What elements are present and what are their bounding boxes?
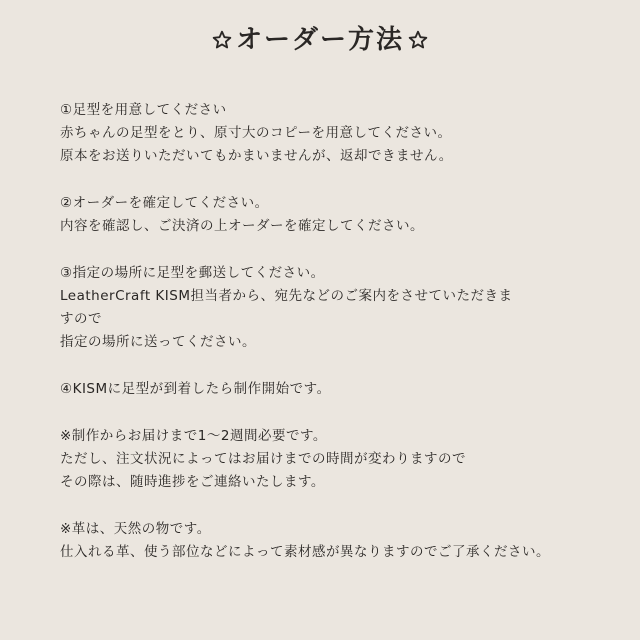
- star-icon: [408, 30, 428, 50]
- text-line: 赤ちゃんの足型をとり、原寸大のコピーを用意してください。: [60, 125, 452, 141]
- page-title: オーダー方法: [235, 25, 404, 55]
- text-line: 原本をお送りいただいてもかまいませんが、返却できません。: [60, 148, 453, 164]
- section-note-delivery: [60, 425, 580, 494]
- text-line: ただし、注文状況によってはお届けまでの時間が変わりますので: [60, 451, 466, 467]
- step-2-heading: ②オーダーを確定してください。: [60, 195, 269, 211]
- title-row: [0, 20, 640, 60]
- text-line: すので: [60, 311, 102, 327]
- text-line: 内容を確認し、ご決済の上オーダーを確定してください。: [60, 218, 424, 234]
- section-note-leather: [60, 518, 580, 564]
- step-1-heading: ①足型を用意してください: [60, 102, 227, 118]
- order-instructions: [60, 99, 580, 564]
- star-icon: [212, 30, 232, 50]
- section-step-2: [60, 192, 580, 238]
- step-4-heading: ④KISMに足型が到着したら制作開始です。: [60, 381, 331, 397]
- section-step-4: [60, 378, 580, 401]
- step-3-heading: ③指定の場所に足型を郵送してください。: [60, 265, 325, 281]
- note-heading: ※革は、天然の物です。: [60, 521, 211, 537]
- section-step-3: [60, 262, 580, 354]
- text-line: 仕入れる革、使う部位などによって素材感が異なりますのでご了承ください。: [60, 544, 550, 560]
- section-step-1: [60, 99, 580, 168]
- text-line: その際は、随時進捗をご連絡いたします。: [60, 474, 325, 490]
- text-line: 指定の場所に送ってください。: [60, 334, 256, 350]
- text-line: LeatherCraft KISM担当者から、宛先などのご案内をさせていただきま: [60, 288, 513, 304]
- note-heading: ※制作からお届けまで1〜2週間必要です。: [60, 428, 327, 444]
